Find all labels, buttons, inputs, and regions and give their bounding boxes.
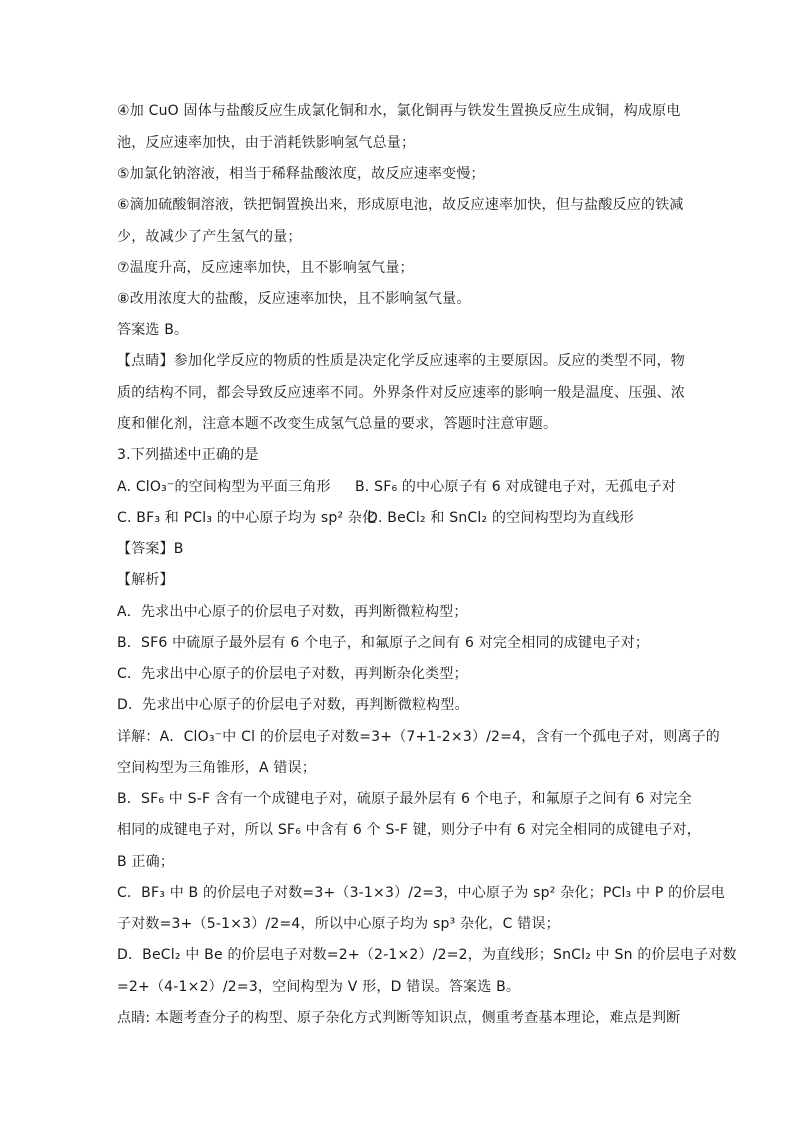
text-line: ⑦温度升高，反应速率加快，且不影响氢气量；	[117, 260, 414, 276]
text-line: 度和催化剂，注意本题不改变生成氢气总量的要求，答题时注意审题。	[117, 416, 558, 432]
text-line: ⑥滴加硫酸铜溶液，铁把铜置换出来，形成原电池，故反应速率加快，但与盐酸反应的铁减	[117, 197, 684, 213]
detail-line: D．BeCl₂ 中 Be 的价层电子对数=2+（2-1×2）/2=2，为直线形；SnCl₂ 中 Sn 的价层电子对数	[117, 947, 737, 963]
options-row-2	[117, 508, 754, 528]
detail-line: 子对数=3+（5-1×3）/2=4，所以中心原子均为 sp³ 杂化，C 错误；	[117, 916, 560, 932]
text-line: ⑤加氯化钠溶液，相当于稀释盐酸浓度，故反应速率变慢；	[117, 166, 485, 182]
options-row-1	[117, 477, 754, 497]
key-point-line: 点睛: 本题考查分子的构型、原子杂化方式判断等知识点，侧重考查基本理论，难点是判断	[117, 1010, 681, 1026]
answer-line: 答案选 B。	[117, 322, 189, 338]
detail-line: 详解：A．ClO₃⁻中 Cl 的价层电子对数=3+（7+1-2×3）/2=4，含有一个孤电子对，则离子的	[117, 729, 720, 745]
text-line: ④加 CuO 固体与盐酸反应生成氯化铜和水，氯化铜再与铁发生置换反应生成铜，构成原电	[117, 103, 681, 119]
analysis-line: A．先求出中心原子的价层电子对数，再判断微粒构型；	[117, 604, 468, 620]
text-line: ⑧改用浓度大的盐酸，反应速率加快，且不影响氢气量。	[117, 291, 471, 307]
key-point-line: 【点睛】参加化学反应的物质的性质是决定化学反应速率的主要原因。反应的类型不同，物	[117, 353, 685, 369]
detail-line: B．SF₆ 中 S-F 含有一个成键电子对，硫原子最外层有 6 个电子，和氟原子之间有 6 对完全	[117, 791, 692, 807]
analysis-heading: 【解析】	[117, 572, 174, 588]
option-d: D. BeCl₂ 和 SnCl₂ 的空间构型均为直线形	[367, 510, 634, 526]
detail-line: B 正确；	[117, 854, 175, 870]
text-line: 池，反应速率加快，由于消耗铁影响氢气总量；	[117, 135, 416, 151]
detail-line: 相同的成键电子对，所以 SF₆ 中含有 6 个 S-F 键，则分子中有 6 对完全相同的成键电子对，	[117, 822, 701, 838]
answer-label: 【答案】B	[117, 541, 184, 557]
analysis-line: C．先求出中心原子的价层电子对数，再判断杂化类型；	[117, 666, 468, 682]
question-title: 3.下列描述中正确的是	[117, 447, 259, 463]
text-line: 少，故减少了产生氢气的量；	[117, 229, 302, 245]
analysis-line: B．SF6 中硫原子最外层有 6 个电子，和氟原子之间有 6 对完全相同的成键电子对；	[117, 635, 650, 651]
detail-line: 空间构型为三角锥形，A 错误；	[117, 760, 317, 776]
detail-line: =2+（4-1×2）/2=3，空间构型为 V 形，D 错误。答案选 B。	[117, 979, 521, 995]
text-line: 质的结构不同，都会导致反应速率不同。外界条件对反应速率的影响一般是温度、压强、浓	[117, 385, 685, 401]
option-b: B. SF₆ 的中心原子有 6 对成键电子对，无孤电子对	[355, 479, 676, 495]
detail-line: C．BF₃ 中 B 的价层电子对数=3+（3-1×3）/2=3，中心原子为 sp² 杂化；PCl₃ 中 P 的价层电	[117, 885, 725, 901]
analysis-line: D．先求出中心原子的价层电子对数，再判断微粒构型。	[117, 697, 469, 713]
option-a: A. ClO₃⁻的空间构型为平面三角形	[117, 479, 331, 495]
option-c: C. BF₃ 和 PCl₃ 的中心原子均为 sp² 杂化	[117, 510, 377, 526]
